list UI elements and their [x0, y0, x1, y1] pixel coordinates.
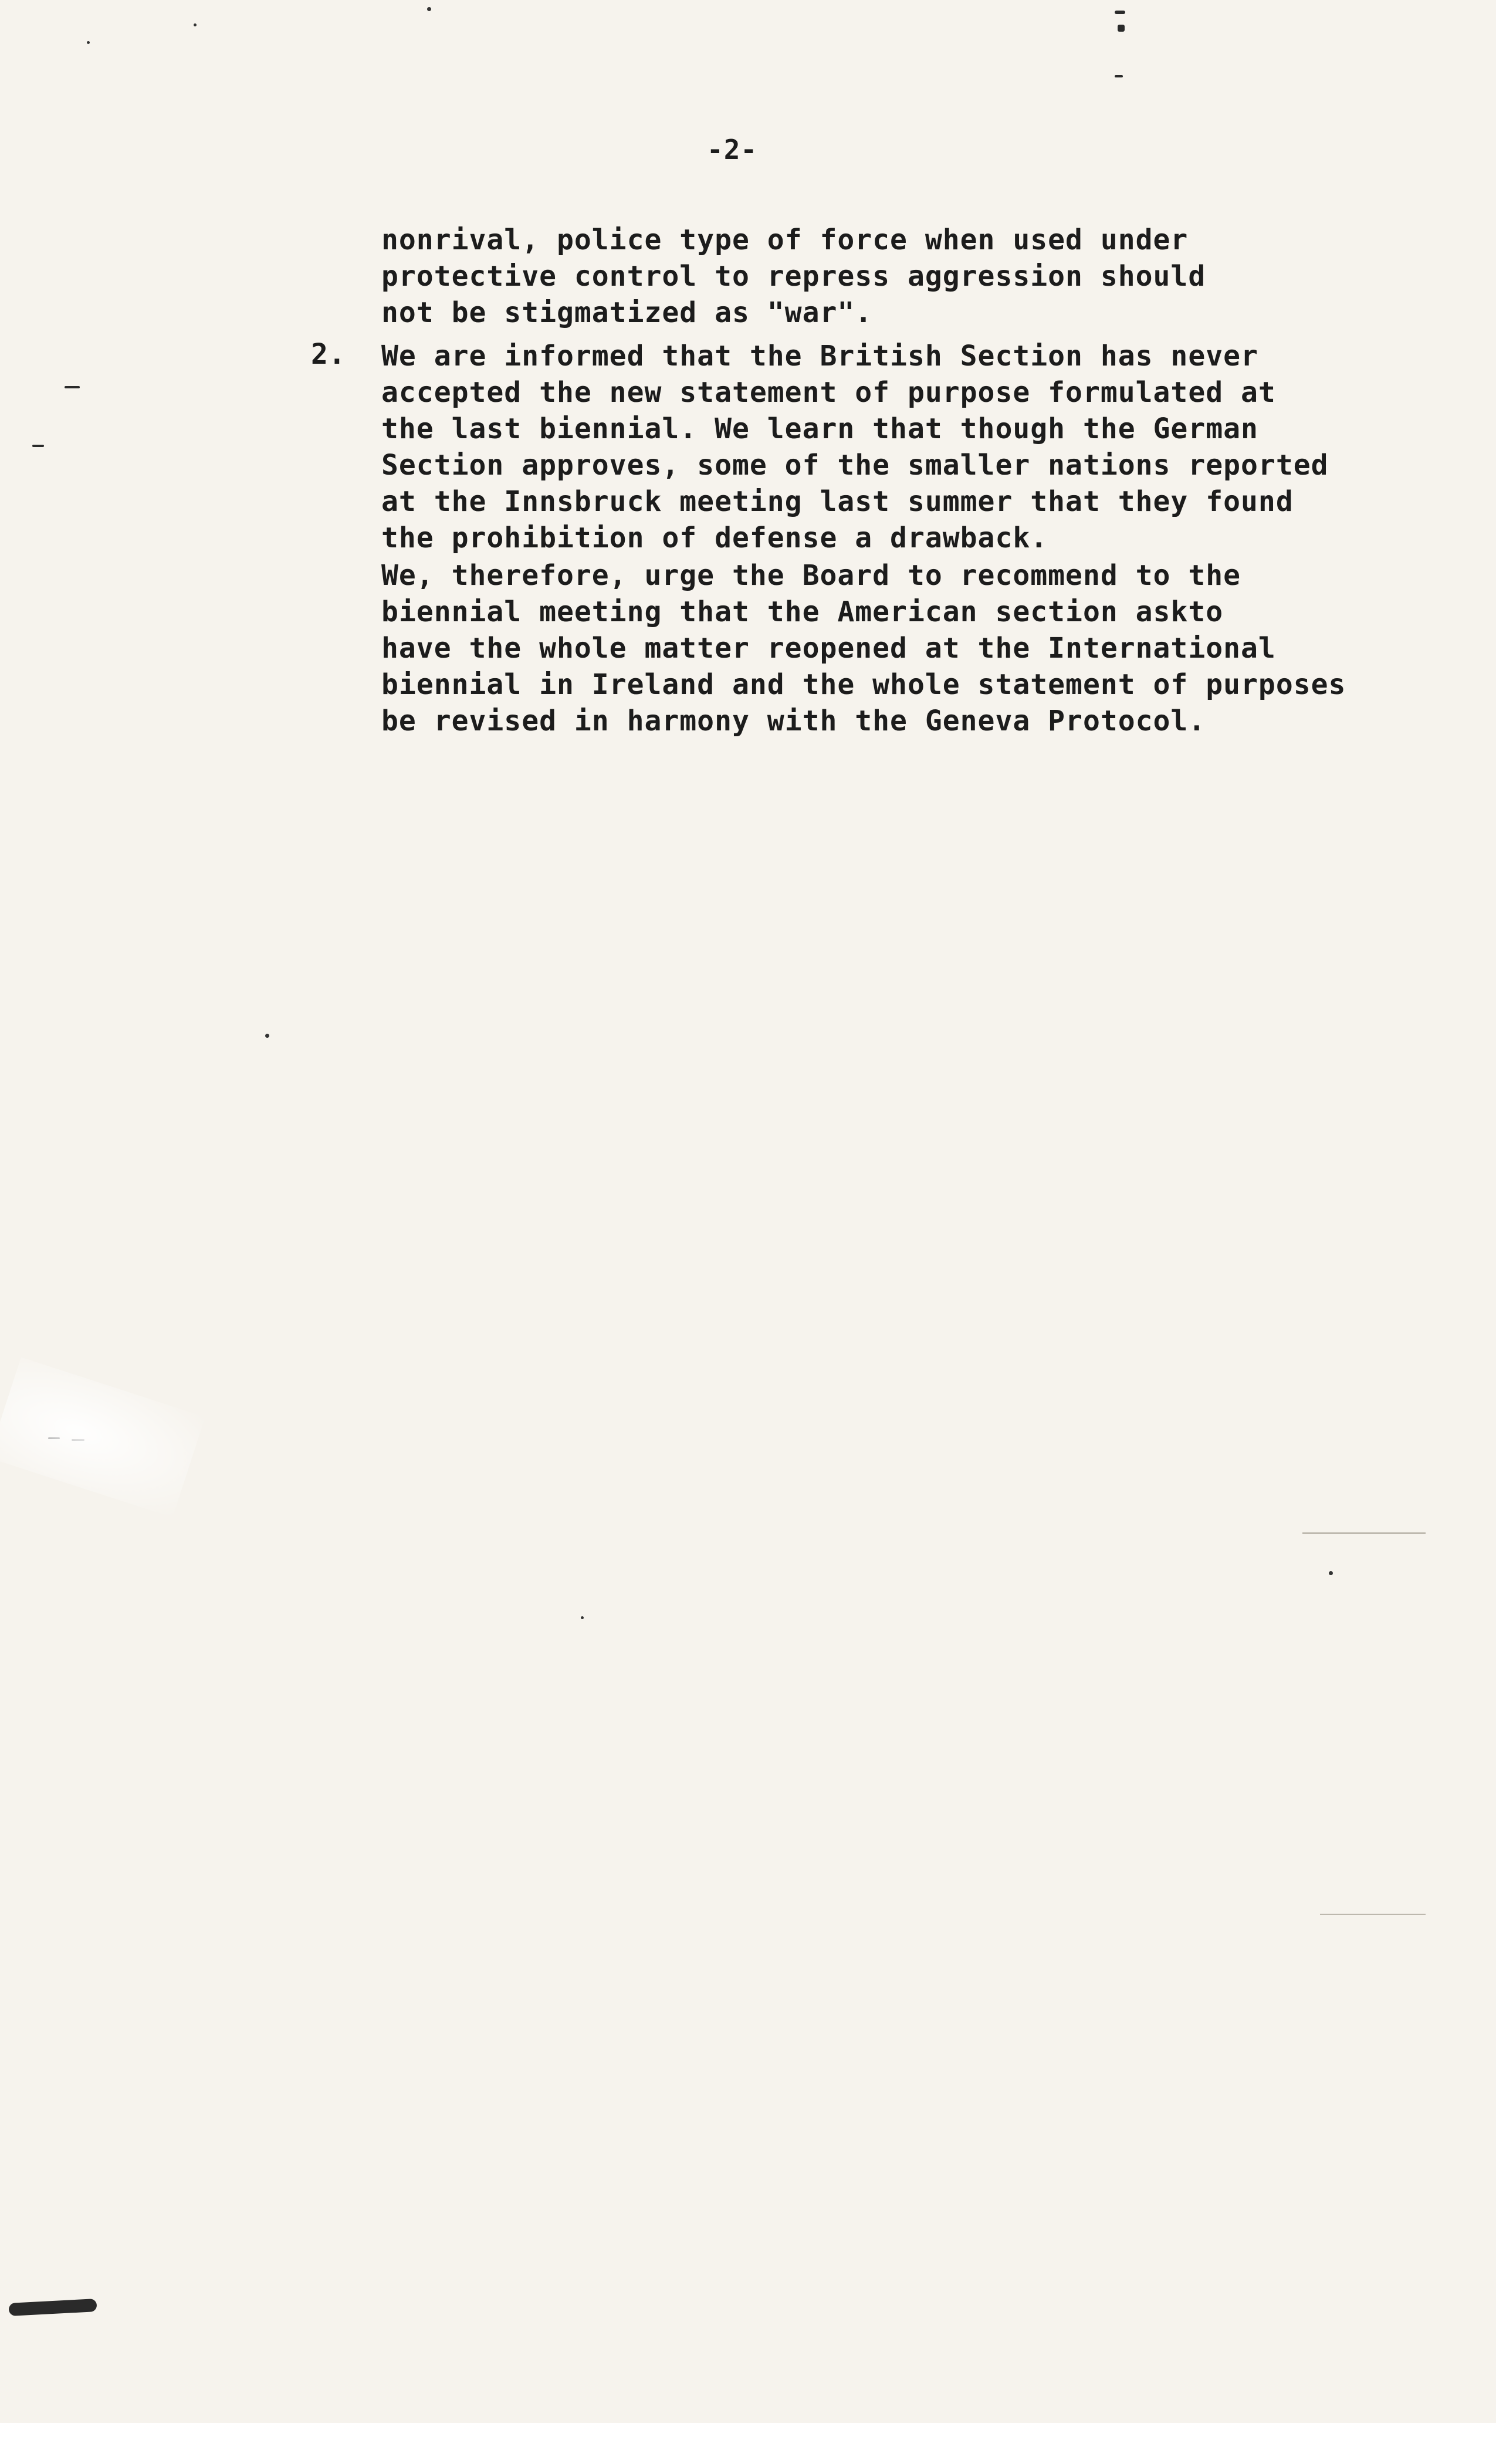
margin-mark [65, 386, 80, 388]
speck [194, 23, 197, 26]
text-line: biennial meeting that the American section askto [381, 595, 1224, 628]
text-line: the last biennial. We learn that though the German [381, 412, 1258, 445]
page-number: -2- [707, 134, 758, 165]
text-line: not be stigmatized as "war". [381, 296, 873, 329]
text-line: protective control to repress aggression should [381, 260, 1206, 293]
text-line: Section approves, some of the smaller nations reported [381, 449, 1329, 482]
scan-streak [1320, 1914, 1426, 1915]
speck [427, 7, 431, 11]
speck [265, 1034, 269, 1038]
text-line: accepted the new statement of purpose formulated at [381, 376, 1276, 409]
text-line: the prohibition of defense a drawback. [381, 522, 1048, 554]
scan-streak [1302, 1532, 1426, 1534]
paragraph-item-2 [381, 338, 1329, 556]
text-line: have the whole matter reopened at the International [381, 632, 1276, 665]
margin-mark [32, 445, 44, 447]
paragraph-continuation [381, 222, 1206, 331]
speck [1329, 1571, 1333, 1575]
margin-mark [1118, 25, 1125, 32]
speck [581, 1616, 584, 1619]
text-line: biennial in Ireland and the whole statement of purposes [381, 668, 1346, 701]
margin-mark [1115, 75, 1123, 77]
text-line: We are informed that the British Section has never [381, 340, 1258, 373]
text-line: at the Innsbruck meeting last summer that they found [381, 485, 1294, 518]
text-line: nonrival, police type of force when used under [381, 224, 1189, 256]
speck [87, 41, 90, 44]
text-line: We, therefore, urge the Board to recommend to the [381, 559, 1241, 592]
paragraph-recommendation [381, 557, 1346, 739]
margin-mark [9, 2299, 97, 2316]
margin-mark [1115, 11, 1125, 14]
text-line: be revised in harmony with the Geneva Protocol. [381, 705, 1206, 737]
scan-border [0, 2423, 1496, 2464]
item-number: 2. [311, 338, 346, 371]
paper-crease [0, 1357, 205, 1517]
